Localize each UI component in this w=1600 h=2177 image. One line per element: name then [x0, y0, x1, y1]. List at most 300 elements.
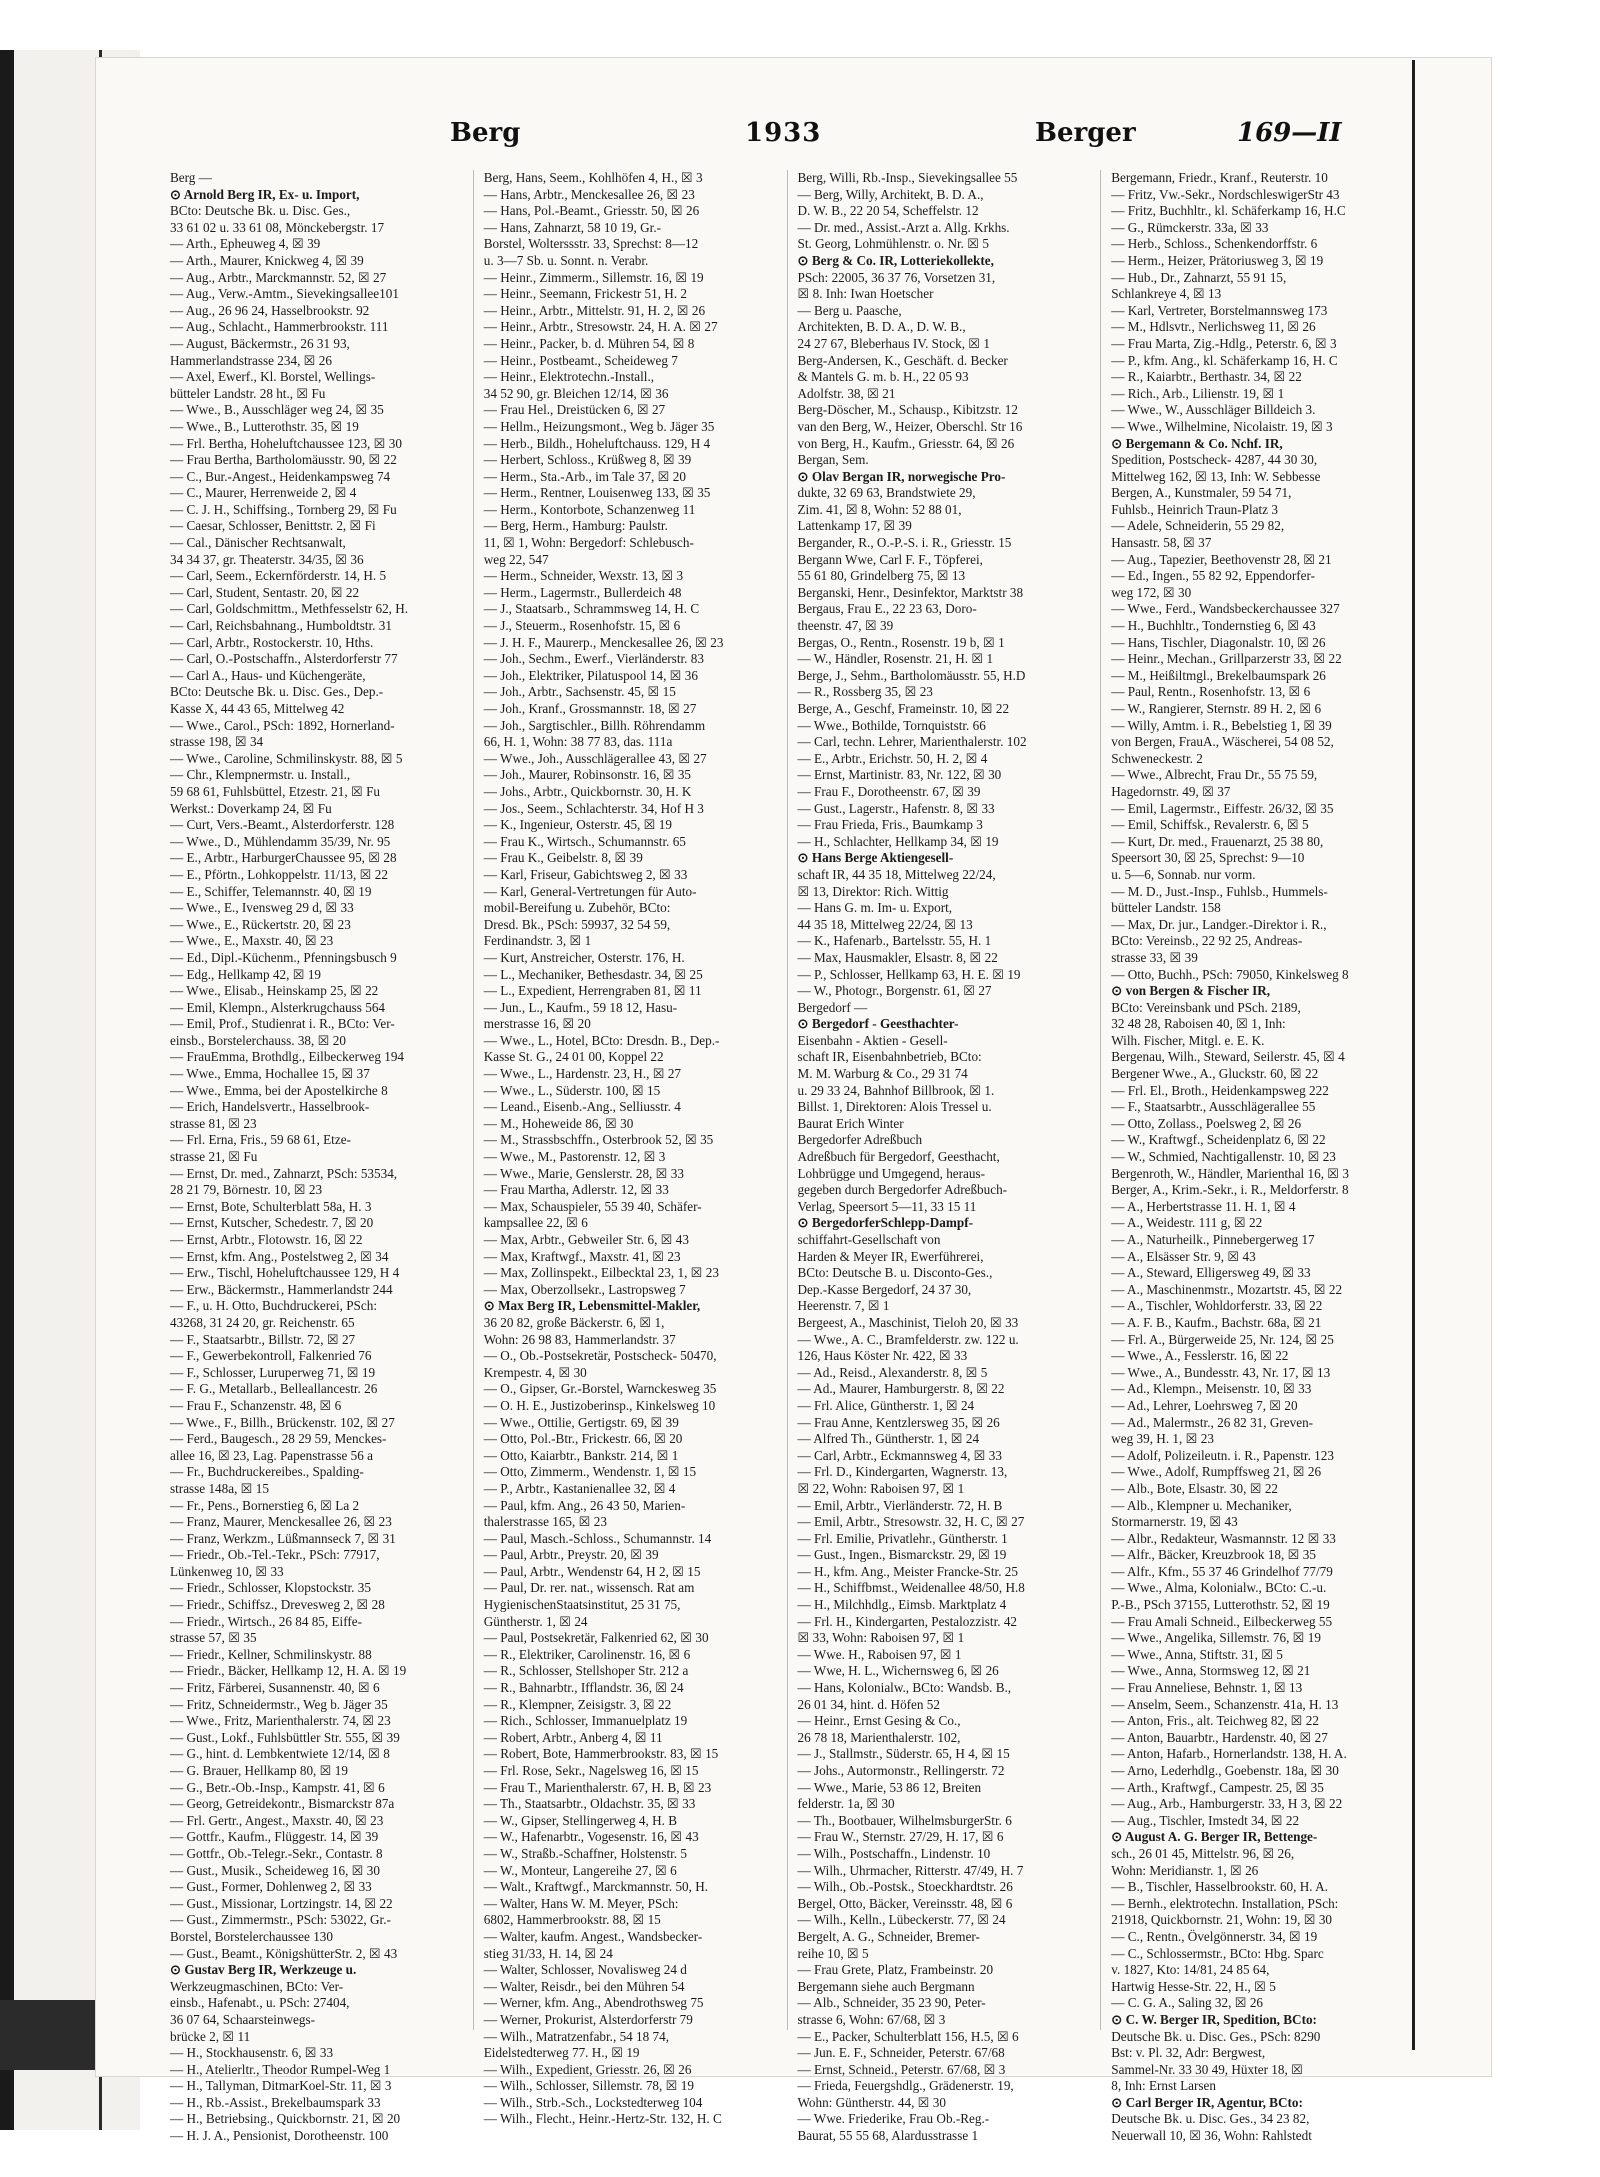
directory-entry: — Wwe., D., Mühlendamm 35/39, Nr. 95: [170, 833, 391, 849]
directory-entry: — Robert, Arbtr., Anberg 4, ☒ 11: [483, 1729, 663, 1745]
directory-entry: — Wwe., Marie, 53 86 12, Breiten: [797, 1779, 982, 1795]
directory-entry: — Axel, Ewerf., Kl. Borstel, Wellings-: [170, 369, 376, 385]
directory-entry: — Wwe., Bothilde, Tornquiststr. 66: [797, 717, 986, 733]
directory-entry: — Berg u. Paasche,: [797, 302, 902, 318]
directory-entry: strasse 148a, ☒ 15: [170, 1480, 269, 1496]
directory-entry: — Wwe., Joh., Ausschlägerallee 43, ☒ 27: [483, 750, 707, 766]
directory-entry: — Wilh., Flecht., Heinr.-Hertz-Str. 132, H. C: [483, 2111, 722, 2127]
directory-entry: — Wwe., Marie, Genslerstr. 28, ☒ 33: [483, 1165, 684, 1181]
directory-entry: M. M. Warburg & Co., 29 31 74: [797, 1066, 968, 1082]
directory-entry: — Frau F., Dorotheenstr. 67, ☒ 39: [797, 783, 981, 799]
directory-entry: Bergedorfer Adreßbuch: [797, 1132, 923, 1148]
directory-entry: — Frl. Gertr., Angest., Maxstr. 40, ☒ 23: [170, 1812, 384, 1828]
directory-entry: — Gust., Lagerstr., Hafenstr. 8, ☒ 33: [797, 800, 995, 816]
directory-entry: P.-B., PSch 37155, Lutterothstr. 52, ☒ 19: [1111, 1597, 1330, 1613]
directory-entry: — R., Klempner, Zeisigstr. 3, ☒ 22: [483, 1696, 672, 1712]
directory-entry: — Gust., Missionar, Lortzingstr. 14, ☒ 22: [170, 1895, 393, 1911]
directory-entry: sch., 26 01 45, Mittelstr. 96, ☒ 26,: [1111, 1845, 1295, 1861]
directory-entry: — Otto, Zollass., Poelsweg 2, ☒ 26: [1111, 1115, 1302, 1131]
header-last-entry: Berger: [1035, 118, 1136, 148]
directory-entry: 6802, Hammerbrookstr. 88, ☒ 15: [483, 1912, 661, 1928]
directory-entry: — F., Staatsarbtr., Billstr. 72, ☒ 27: [170, 1331, 356, 1347]
directory-entry: — Gust., Ingen., Bismarckstr. 29, ☒ 19: [797, 1547, 1007, 1563]
directory-entry: — A., Herbertstrasse 11. H. 1, ☒ 4: [1111, 1198, 1296, 1214]
directory-entry: — Alb., Schneider, 35 23 90, Peter-: [797, 1995, 986, 2011]
directory-entry: — Wwe., E., Rückertstr. 20, ☒ 23: [170, 916, 351, 932]
directory-entry: bütteler Landstr. 28 ht., ☒ Fu: [170, 385, 326, 401]
directory-entry: weg 22, 547: [483, 551, 549, 567]
directory-entry: ⊙ August A. G. Berger IR, Bettenge-: [1111, 1829, 1318, 1845]
directory-entry: — Gust., Zimmermstr., PSch: 53022, Gr.-: [170, 1912, 391, 1928]
directory-entry: — Alfr., Kfm., 55 37 46 Grindelhof 77/79: [1111, 1563, 1333, 1579]
directory-entry: Wohn: 26 98 83, Hammerlandstr. 37: [483, 1331, 676, 1347]
directory-entry: Dep.-Kasse Bergedorf, 24 37 30,: [797, 1281, 972, 1297]
directory-entry: — Wilh., Postschaffn., Lindenstr. 10: [797, 1845, 991, 1861]
directory-entry: — Max, Hausmakler, Elsastr. 8, ☒ 22: [797, 949, 998, 965]
directory-entry: — E., Pförtn., Lohkoppelstr. 11/13, ☒ 22: [170, 866, 388, 882]
directory-entry: Zim. 41, ☒ 8, Wohn: 52 88 01,: [797, 501, 962, 517]
directory-entry: — F., Gewerbekontroll, Falkenried 76: [170, 1348, 372, 1364]
directory-entry: schaft IR, 44 35 18, Mittelweg 22/24,: [797, 866, 996, 882]
directory-entry: — Heinr., Elektrotechn.-Install.,: [483, 369, 655, 385]
directory-entry: Hartwig Hesse-Str. 22, H., ☒ 5: [1111, 1978, 1276, 1994]
directory-entry: St. Georg, Lohmühlenstr. o. Nr. ☒ 5: [797, 236, 989, 252]
directory-entry: — Wwe., M., Pastorenstr. 12, ☒ 3: [483, 1149, 666, 1165]
directory-entry: Adolfstr. 38, ☒ 21: [797, 385, 896, 401]
directory-entry: — Berg, Herm., Hamburg: Paulstr.: [483, 518, 668, 534]
directory-entry: — Kurt, Anstreicher, Osterstr. 176, H.: [483, 949, 685, 965]
directory-entry: — J., Stallmstr., Süderstr. 65, H 4, ☒ 15: [797, 1746, 1010, 1762]
directory-entry: — Arth., Maurer, Knickweg 4, ☒ 39: [170, 252, 364, 268]
directory-entry: Hansastr. 58, ☒ 37: [1111, 535, 1212, 551]
directory-entry: — W., Schmied, Nachtigallenstr. 10, ☒ 23: [1111, 1149, 1336, 1165]
directory-entry: — Wwe., B., Ausschläger weg 24, ☒ 35: [170, 402, 384, 418]
directory-entry: — A., Maschinenmstr., Mozartstr. 45, ☒ 22: [1111, 1281, 1343, 1297]
directory-entry: Spedition, Postscheck- 4287, 44 30 30,: [1111, 452, 1318, 468]
directory-entry: BCto: Deutsche Bk. u. Disc. Ges.,: [170, 203, 351, 219]
directory-entry: dukte, 32 69 63, Brandstwiete 29,: [797, 485, 976, 501]
directory-entry: — Aug., Tischler, Imstedt 34, ☒ 22: [1111, 1812, 1300, 1828]
directory-entry: — Frau Anne, Kentzlersweg 35, ☒ 26: [797, 1414, 1000, 1430]
directory-entry: 21918, Quickbornstr. 21, Wohn: 19, ☒ 30: [1111, 1912, 1333, 1928]
directory-entry: 36 07 64, Schaarsteinwegs-: [170, 2011, 316, 2027]
directory-entry: — Joh., Arbtr., Sachsenstr. 45, ☒ 15: [483, 684, 676, 700]
directory-entry: ⊙ C. W. Berger IR, Spedition, BCto:: [1111, 2011, 1317, 2027]
directory-entry: — M., Strassbschffn., Osterbrook 52, ☒ 35: [483, 1132, 714, 1148]
directory-entry: — K., Hafenarb., Bartelsstr. 55, H. 1: [797, 933, 992, 949]
directory-entry: — Erw., Tischl, Hoheluftchaussee 129, H 4: [170, 1265, 400, 1281]
directory-entry: — Frl. Alice, Güntherstr. 1, ☒ 24: [797, 1397, 975, 1413]
directory-entry: — Wwe., Wilhelmine, Nicolaistr. 19, ☒ 3: [1111, 418, 1333, 434]
directory-entry: — Aug., Verw.-Amtm., Sievekingsallee101: [170, 286, 399, 302]
directory-entry: — Carl, Goldschmittm., Methfesselstr 62, H.: [170, 601, 409, 617]
directory-entry: Berge, J., Sehm., Bartholomäusstr. 55, H.D: [797, 667, 1026, 683]
directory-entry: — Paul, Postsekretär, Falkenried 62, ☒ 30: [483, 1630, 709, 1646]
directory-entry: Bergaus, Frau E., 22 23 63, Doro-: [797, 601, 977, 617]
directory-entry: Bergemann, Friedr., Kranf., Reuterstr. 10: [1111, 170, 1328, 185]
directory-entry: — Aug., 26 96 24, Hasselbrookstr. 92: [170, 302, 370, 318]
directory-entry: — Alfred Th., Güntherstr. 1, ☒ 24: [797, 1431, 980, 1447]
directory-entry: — Frl. El., Broth., Heidenkampsweg 222: [1111, 1082, 1329, 1098]
directory-entry: — C. G. A., Saling 32, ☒ 26: [1111, 1995, 1264, 2011]
directory-entry: Billst. 1, Direktoren: Alois Tressel u.: [797, 1099, 992, 1115]
directory-entry: — Frau Bertha, Bartholomäusstr. 90, ☒ 22: [170, 452, 397, 468]
directory-entry: einsb., Hafenabt., u. PSch: 27404,: [170, 1995, 350, 2011]
directory-entry: — C., Bur.-Angest., Heidenkampsweg 74: [170, 468, 391, 484]
directory-entry: — Wilh., Ob.-Postsk., Stoeckhardtstr. 26: [797, 1879, 1013, 1895]
directory-entry: Berge, A., Geschf, Frameinstr. 10, ☒ 22: [797, 701, 1010, 716]
directory-entry: Neuerwall 10, ☒ 36, Wohn: Rahlstedt: [1111, 2128, 1312, 2144]
directory-entry: — A., Steward, Elligersweg 49, ☒ 33: [1111, 1265, 1311, 1281]
directory-entry: Bergener Wwe., A., Gluckstr. 60, ☒ 22: [1111, 1066, 1319, 1082]
directory-entry: — Gust., Former, Dohlenweg 2, ☒ 33: [170, 1879, 372, 1895]
header-first-entry: Berg: [450, 118, 521, 148]
directory-entry: — P., Schlosser, Hellkamp 63, H. E. ☒ 19: [797, 966, 1021, 982]
directory-entry: — Friedr., Schiffsz., Drevesweg 2, ☒ 28: [170, 1597, 385, 1613]
directory-entry: Eidelstedterweg 77. H., ☒ 19: [483, 2045, 640, 2061]
directory-entry: Bergenau, Wilh., Steward, Seilerstr. 45, ☒ 4: [1111, 1049, 1345, 1065]
directory-entry: — H., Betriebsing., Quickbornstr. 21, ☒ 20: [170, 2111, 401, 2127]
directory-entry: — C., Schlossermstr., BCto: Hbg. Sparc: [1111, 1945, 1324, 1961]
directory-entry: merstrasse 16, ☒ 20: [483, 1016, 591, 1032]
directory-entry: — Paul, Dr. rer. nat., wissensch. Rat am: [483, 1580, 695, 1596]
directory-entry: — Walter, Hans W. M. Meyer, PSch:: [483, 1895, 679, 1911]
directory-entry: — A., Naturheilk., Pinnebergerweg 17: [1111, 1232, 1315, 1247]
directory-entry: — H., Buchhltr., Tondernstieg 6, ☒ 43: [1111, 618, 1316, 634]
directory-entry: — Adolf, Polizeileutn. i. R., Papenstr. 123: [1111, 1447, 1334, 1463]
directory-entry: Lattenkamp 17, ☒ 39: [797, 518, 912, 534]
directory-entry: van den Berg, W., Heizer, Oberschl. Str 16: [797, 418, 1023, 434]
directory-entry: von Bergen, FrauA., Wäscherei, 54 08 52,: [1111, 734, 1334, 750]
directory-entry: — Ernst, Kutscher, Schedestr. 7, ☒ 20: [170, 1215, 374, 1231]
directory-entry: — A., Tischler, Wohldorferstr. 33, ☒ 22: [1111, 1298, 1323, 1314]
directory-entry: Bergann Wwe, Carl F. F., Töpferei,: [797, 551, 983, 567]
directory-entry: HygienischenStaatsinstitut, 25 31 75,: [483, 1597, 681, 1613]
directory-entry: — Max, Schauspieler, 55 39 40, Schäfer-: [483, 1198, 702, 1214]
directory-entry: — W., Kraftwgf., Scheidenplatz 6, ☒ 22: [1111, 1132, 1326, 1148]
directory-entry: — G., Rümckerstr. 33a, ☒ 33: [1111, 219, 1269, 235]
directory-entry: — W., Händler, Rosenstr. 21, H. ☒ 1: [797, 651, 994, 667]
directory-entry: — A., Weidestr. 111 g, ☒ 22: [1111, 1215, 1263, 1231]
directory-entry: — Alb., Bote, Elsastr. 30, ☒ 22: [1111, 1480, 1279, 1496]
directory-entry: — Hans, Zahnarzt, 58 10 19, Gr.-: [483, 219, 662, 235]
directory-entry: Hammerlandstrasse 234, ☒ 26: [170, 352, 332, 368]
directory-entry: ⊙ BergedorferSchlepp-Dampf-: [797, 1215, 973, 1231]
directory-entry: — Herm., Schneider, Wexstr. 13, ☒ 3: [483, 568, 684, 584]
directory-entry: — Frau Anneliese, Behnstr. 1, ☒ 13: [1111, 1680, 1303, 1696]
directory-entry: — Wwe., B., Lutterothstr. 35, ☒ 19: [170, 418, 359, 434]
directory-entry: — Karl, Friseur, Gabichtsweg 2, ☒ 33: [483, 866, 688, 882]
directory-entry: — Arth., Kraftwgf., Campestr. 25, ☒ 35: [1111, 1779, 1324, 1795]
directory-entry: Berg-Andersen, K., Geschäft. d. Becker: [797, 352, 1008, 368]
directory-entry: — Gust., Lokf., Fuhlsbüttler Str. 555, ☒ 39: [170, 1729, 400, 1745]
directory-entry: — Gust., Musik., Scheideweg 16, ☒ 30: [170, 1862, 380, 1878]
directory-entry: — Adele, Schneiderin, 55 29 82,: [1111, 518, 1285, 534]
directory-entry: strasse 6, Wohn: 67/68, ☒ 3: [797, 2011, 946, 2027]
directory-entry: Ferdinandstr. 3, ☒ 1: [483, 933, 592, 949]
directory-entry: — Wwe., Albrecht, Frau Dr., 55 75 59,: [1111, 767, 1318, 783]
directory-entry: — Karl, Vertreter, Borstelmannsweg 173: [1111, 302, 1328, 318]
directory-entry: Deutsche Bk. u. Disc. Ges., 34 23 82,: [1111, 2111, 1310, 2127]
directory-entry: — C., Maurer, Herrenweide 2, ☒ 4: [170, 485, 357, 501]
directory-entry: — E., Arbtr., Erichstr. 50, H. 2, ☒ 4: [797, 750, 988, 766]
directory-entry: — Heinr., Postbeamt., Scheideweg 7: [483, 352, 678, 368]
directory-entry: Borstel, Borstelerchaussee 130: [170, 1928, 333, 1944]
directory-entry: — Wwe., Ottilie, Gertigstr. 69, ☒ 39: [483, 1414, 679, 1430]
directory-entry: — Ernst, Martinistr. 83, Nr. 122, ☒ 30: [797, 767, 1002, 783]
directory-entry: — Walt., Kraftwgf., Marckmannstr. 50, H.: [483, 1879, 709, 1895]
directory-entry: Schlankreye 4, ☒ 13: [1111, 286, 1222, 302]
directory-entry: Berger, A., Krim.-Sekr., i. R., Meldorferstr. 8: [1111, 1182, 1349, 1198]
directory-entry: — M. D., Just.-Insp., Fuhlsb., Hummels-: [1111, 883, 1328, 899]
directory-entry: felderstr. 1a, ☒ 30: [797, 1796, 895, 1812]
directory-entry: Wohn: Meridianstr. 1, ☒ 26: [1111, 1862, 1259, 1878]
directory-entry: — J. H. F., Maurerp., Menckesallee 26, ☒ 23: [483, 634, 724, 650]
directory-entry: — Wwe., A. C., Bramfelderstr. zw. 122 u.: [797, 1331, 1019, 1347]
directory-entry: — Frau Frieda, Fris., Baumkamp 3: [797, 817, 983, 833]
directory-entry: — Frau F., Schanzenstr. 48, ☒ 6: [170, 1397, 342, 1413]
directory-entry: ⊙ Arnold Berg IR, Ex- u. Import,: [170, 186, 360, 202]
directory-entry: v. 1827, Kto: 14/81, 24 85 64,: [1111, 1962, 1270, 1978]
directory-entry: — Wwe., A., Bundesstr. 43, Nr. 17, ☒ 13: [1111, 1364, 1331, 1380]
directory-entry: — W., Hafenarbtr., Vogesenstr. 16, ☒ 43: [483, 1829, 699, 1845]
directory-entry: — Erw., Bäckermstr., Hammerlandstr 244: [170, 1281, 393, 1297]
directory-entry: — Heinr., Seemann, Frickestr 51, H. 2: [483, 286, 688, 302]
directory-entry: — Erich, Handelsvertr., Hasselbrook-: [170, 1099, 370, 1115]
directory-entry: — M., Heißiltmgl., Brekelbaumspark 26: [1111, 667, 1326, 683]
directory-entry: — Hellm., Heizungsmont., Weg b. Jäger 35: [483, 418, 715, 434]
directory-entry: — Herm., Kontorbote, Schanzenweg 11: [483, 501, 696, 517]
directory-entry: Hagedornstr. 49, ☒ 37: [1111, 783, 1231, 799]
directory-entry: strasse 57, ☒ 35: [170, 1630, 257, 1646]
directory-entry: — Anton, Bauarbtr., Hardenstr. 40, ☒ 27: [1111, 1729, 1328, 1745]
directory-entry: 43268, 31 24 20, gr. Reichenstr. 65: [170, 1314, 355, 1330]
directory-entry: — Albr., Redakteur, Wasmannstr. 12 ☒ 33: [1111, 1530, 1336, 1546]
directory-entry: Stormarnerstr. 19, ☒ 43: [1111, 1514, 1238, 1530]
directory-entry: — H., kfm. Ang., Meister Francke-Str. 25: [797, 1563, 1018, 1579]
directory-entry: — Alfr., Bäcker, Kreuzbrook 18, ☒ 35: [1111, 1547, 1316, 1563]
directory-entry: — Robert, Bote, Hammerbrookstr. 83, ☒ 15: [483, 1746, 719, 1762]
directory-entry: ⊙ Hans Berge Aktiengesell-: [797, 850, 954, 866]
directory-entry: — Carl, Arbtr., Rostockerstr. 10, Hths.: [170, 634, 374, 650]
directory-entry: — Wwe., Angelika, Sillemstr. 76, ☒ 19: [1111, 1630, 1321, 1646]
directory-entry: BCto: Vereinsbank und PSch. 2189,: [1111, 999, 1301, 1015]
directory-entry: — Th., Bootbauer, WilhelmsburgerStr. 6: [797, 1812, 1012, 1828]
directory-entry: thalerstrasse 165, ☒ 23: [483, 1514, 607, 1530]
directory-entry: ☒ 33, Wohn: Raboisen 97, ☒ 1: [797, 1630, 965, 1646]
directory-entry: — Paul, Rentn., Rosenhofstr. 13, ☒ 6: [1111, 684, 1311, 700]
directory-entry: u. 29 33 24, Bahnhof Billbrook, ☒ 1.: [797, 1082, 995, 1098]
directory-entry: — Herm., Sta.-Arb., im Tale 37, ☒ 20: [483, 468, 686, 484]
directory-entry: — Heinr., Ernst Gesing & Co.,: [797, 1713, 961, 1729]
directory-entry: Berganski, Henr., Desinfektor, Marktstr 38: [797, 584, 1024, 600]
directory-entry: ⊙ Bergemann & Co. Nchf. IR,: [1111, 435, 1283, 451]
directory-entry: weg 172, ☒ 30: [1111, 584, 1192, 600]
directory-entry: — Max, Zollinspekt., Eilbecktal 23, 1, ☒ 23: [483, 1265, 719, 1281]
directory-entry: — Werner, Prokurist, Alsterdorferstr 79: [483, 2011, 693, 2027]
directory-entry: Güntherstr. 1, ☒ 24: [483, 1613, 588, 1629]
directory-entry: — C., Rentn., Övelgönnerstr. 34, ☒ 19: [1111, 1928, 1318, 1944]
directory-entry: — W., Gipser, Stellingerweg 4, H. B: [483, 1812, 677, 1828]
directory-entry: — Heinr., Arbtr., Stresowstr. 24, H. A. ☒ 27: [483, 319, 718, 335]
directory-entry: — W., Straßb.-Schaffner, Holstenstr. 5: [483, 1845, 687, 1861]
directory-entry: — C. J. H., Schiffsing., Tornberg 29, ☒ Fu: [170, 501, 397, 517]
directory-entry: 59 68 61, Fuhlsbüttel, Etzestr. 21, ☒ Fu: [170, 783, 381, 799]
directory-entry: Eisenbahn - Aktien - Gesell-: [797, 1032, 948, 1048]
directory-entry: — Joh., Sargtischler., Billh. Röhrendamm: [483, 717, 706, 733]
directory-entry: — Heinr., Zimmerm., Sillemstr. 16, ☒ 19: [483, 269, 704, 285]
directory-entry: — Wilh., Uhrmacher, Ritterstr. 47/49, H. 7: [797, 1862, 1024, 1878]
directory-entry: — Joh., Kranf., Grossmannstr. 18, ☒ 27: [483, 701, 697, 716]
directory-entry: Sammel-Nr. 33 30 49, Hüxter 18, ☒: [1111, 2061, 1303, 2077]
directory-entry: Berg-Döscher, M., Schausp., Kibitzstr. 12: [797, 402, 1018, 418]
directory-entry: — Wwe., Emma, Hochallee 15, ☒ 37: [170, 1066, 370, 1082]
directory-entry: Schweneckestr. 2: [1111, 750, 1203, 766]
directory-entry: — Wwe., A., Fesslerstr. 16, ☒ 22: [1111, 1348, 1289, 1364]
directory-entry: — Ed., Dipl.-Küchenm., Pfenningsbusch 9: [170, 949, 397, 965]
directory-entry: — Ernst, Arbtr., Flotowstr. 16, ☒ 22: [170, 1232, 363, 1247]
directory-entry: — Ferd., Baugesch., 28 29 59, Menckes-: [170, 1431, 387, 1447]
directory-entry: — H., Rb.-Assist., Brekelbaumspark 33: [170, 2094, 381, 2110]
directory-entry: 26 01 34, hint. d. Höfen 52: [797, 1696, 940, 1712]
directory-entry: — Herm., Heizer, Prätoriusweg 3, ☒ 19: [1111, 252, 1324, 268]
directory-entry: — Wwe., Alma, Kolonialw., BCto: C.-u.: [1111, 1580, 1327, 1596]
directory-entry: Berg, Hans, Seem., Kohlhöfen 4, H., ☒ 3: [483, 170, 703, 185]
directory-entry: — Ernst, Bote, Schulterblatt 58a, H. 3: [170, 1198, 372, 1214]
directory-entry: — Paul, kfm. Ang., 26 43 50, Marien-: [483, 1497, 686, 1513]
directory-entry: ☒ 8. Inh: Iwan Hoetscher: [797, 286, 934, 302]
directory-entry: — Carl A., Haus- und Küchengeräte,: [170, 667, 366, 683]
directory-entry: — Wwe. Friederike, Frau Ob.-Reg.-: [797, 2111, 990, 2127]
directory-entry: — Wwe, H. L., Wichernsweg 6, ☒ 26: [797, 1663, 999, 1679]
directory-entry: — L., Mechaniker, Bethesdastr. 34, ☒ 25: [483, 966, 703, 982]
directory-entry: — B., Tischler, Hasselbrookstr. 60, H. A.: [1111, 1879, 1328, 1895]
directory-entry: — Carl, techn. Lehrer, Marienthalerstr. 102: [797, 734, 1027, 750]
directory-entry: 66, H. 1, Wohn: 38 77 83, das. 111a: [483, 734, 673, 750]
directory-entry: — Ad., Malermstr., 26 82 31, Greven-: [1111, 1414, 1314, 1430]
directory-entry: — Caesar, Schlosser, Benittstr. 2, ☒ Fi: [170, 518, 376, 534]
directory-column-2: [483, 170, 788, 2127]
directory-entry: — R., Bahnarbtr., Ifflandstr. 36, ☒ 24: [483, 1680, 684, 1696]
directory-entry: stieg 31/33, H. 14, ☒ 24: [483, 1945, 613, 1961]
directory-entry: — O. H. E., Justizoberinsp., Kinkelsweg 10: [483, 1397, 716, 1413]
directory-entry: — Ad., Klempn., Meisenstr. 10, ☒ 33: [1111, 1381, 1312, 1397]
directory-entry: — F., u. H. Otto, Buchdruckerei, PSch:: [170, 1298, 377, 1314]
directory-entry: — Frau Marta, Zig.-Hdlg., Peterstr. 6, ☒ 3: [1111, 335, 1337, 351]
directory-entry: — Aug., Schlacht., Hammerbrookstr. 111: [170, 319, 389, 335]
directory-entry: Borstel, Wolterssstr. 33, Sprechst: 8—12: [483, 236, 699, 252]
directory-entry: — Hans, Kolonialw., BCto: Wandsb. B.,: [797, 1680, 1012, 1696]
directory-entry: — H., Schiffbmst., Weidenallee 48/50, H.8: [797, 1580, 1025, 1596]
directory-entry: Architekten, B. D. A., D. W. B.,: [797, 319, 966, 335]
directory-entry: — Frau Hel., Dreistücken 6, ☒ 27: [483, 402, 666, 418]
directory-entry: — Wwe., Anna, Stormsweg 12, ☒ 21: [1111, 1663, 1311, 1679]
directory-entry: — Wilh., Expedient, Griesstr. 26, ☒ 26: [483, 2061, 692, 2077]
directory-entry: Bergel, Otto, Bäcker, Vereinsstr. 48, ☒ 6: [797, 1895, 1013, 1911]
directory-entry: — Jun. E. F., Schneider, Peterstr. 67/68: [797, 2045, 1005, 2061]
directory-entry: — Emil, Lagermstr., Eiffestr. 26/32, ☒ 35: [1111, 800, 1334, 816]
directory-entry: — W., Photogr., Borgenstr. 61, ☒ 27: [797, 983, 992, 999]
directory-entry: — L., Expedient, Herrengraben 81, ☒ 11: [483, 983, 702, 999]
directory-entry: — Herbert, Schloss., Krüßweg 8, ☒ 39: [483, 452, 692, 468]
directory-entry: — Aug., Tapezier, Beethovenstr 28, ☒ 21: [1111, 551, 1332, 567]
directory-entry: — Ernst, Schneid., Peterstr. 67/68, ☒ 3: [797, 2061, 1006, 2077]
directory-entry: 44 35 18, Mittelweg 22/24, ☒ 13: [797, 916, 973, 932]
directory-entry: — H. J. A., Pensionist, Dorotheenstr. 100: [170, 2128, 389, 2144]
directory-entry: — Frau K., Wirtsch., Schumannstr. 65: [483, 833, 686, 849]
directory-entry: — Frau K., Geibelstr. 8, ☒ 39: [483, 850, 643, 866]
directory-entry: — Rich., Arb., Lilienstr. 19, ☒ 1: [1111, 385, 1285, 401]
directory-entry: — Herm., Rentner, Louisenweg 133, ☒ 35: [483, 485, 711, 501]
directory-column-4: [1111, 170, 1410, 2144]
directory-entry: — Jun., L., Kaufm., 59 18 12, Hasu-: [483, 999, 678, 1015]
directory-entry: — J., Steuerm., Rosenhofstr. 15, ☒ 6: [483, 618, 681, 634]
page-number: 169—II: [1237, 118, 1342, 148]
directory-entry: 8, Inh: Ernst Larsen: [1111, 2078, 1216, 2094]
directory-entry: — R., Elektriker, Carolinenstr. 16, ☒ 6: [483, 1646, 691, 1662]
directory-entry: mobil-Bereifung u. Zubehör, BCto:: [483, 900, 671, 916]
directory-entry: — Friedr., Bäcker, Hellkamp 12, H. A. ☒ 19: [170, 1663, 407, 1679]
directory-entry: — Ed., Ingen., 55 82 92, Eppendorfer-: [1111, 568, 1315, 584]
directory-entry: Werkst.: Doverkamp 24, ☒ Fu: [170, 800, 332, 816]
directory-entry: 126, Haus Köster Nr. 422, ☒ 33: [797, 1348, 968, 1364]
directory-entry: — Frl. Rose, Sekr., Nagelsweg 16, ☒ 15: [483, 1763, 699, 1778]
directory-entry: — Berg, Willy, Architekt, B. D. A.,: [797, 186, 984, 202]
directory-entry: — Hans, Tischler, Diagonalstr. 10, ☒ 26: [1111, 634, 1326, 650]
directory-entry: Harden & Meyer IR, Ewerführerei,: [797, 1248, 984, 1264]
directory-entry: — Cal., Dänischer Rechtsanwalt,: [170, 535, 346, 551]
directory-entry: — Wwe., Anna, Stiftstr. 31, ☒ 5: [1111, 1646, 1283, 1662]
directory-entry: Bergemann siehe auch Bergmann: [797, 1978, 975, 1994]
directory-entry: allee 16, ☒ 23, Lag. Papenstrasse 56 a: [170, 1447, 373, 1463]
directory-entry: — Otto, Pol.-Btr., Frickestr. 66, ☒ 20: [483, 1431, 683, 1447]
directory-entry: — R., Kaiarbtr., Berthastr. 34, ☒ 22: [1111, 369, 1302, 385]
directory-entry: — G., hint. d. Lembkentwiete 12/14, ☒ 8: [170, 1746, 390, 1762]
directory-entry: — Emil, Prof., Studienrat i. R., BCto: Ver-: [170, 1016, 395, 1032]
directory-entry: Lohbrügge und Umgegend, heraus-: [797, 1165, 986, 1181]
directory-entry: — H., Atelierltr., Theodor Rumpel-Weg 1: [170, 2061, 391, 2077]
directory-entry: — Ad., Lehrer, Loehrsweg 7, ☒ 20: [1111, 1397, 1298, 1413]
directory-entry: Bergenroth, W., Händler, Marienthal 16, ☒ 3: [1111, 1165, 1350, 1181]
directory-entry: 36 20 82, große Bäckerstr. 6, ☒ 1,: [483, 1314, 665, 1330]
directory-entry: — Fritz, Buchhltr., kl. Schäferkamp 16, H.C: [1111, 203, 1346, 219]
directory-entry: ⊙ von Bergen & Fischer IR,: [1111, 983, 1271, 999]
directory-entry: — Wwe., L., Süderstr. 100, ☒ 15: [483, 1082, 661, 1098]
directory-entry: — Paul, Arbtr., Wendenstr 64, H 2, ☒ 15: [483, 1563, 701, 1579]
directory-entry: Speersort 30, ☒ 25, Sprechst: 9—10: [1111, 850, 1305, 866]
directory-entry: — Frl. Emilie, Privatlehr., Güntherstr. 1: [797, 1530, 1008, 1546]
directory-entry: — Frau Martha, Adlerstr. 12, ☒ 33: [483, 1182, 669, 1198]
directory-entry: — W., Monteur, Langereihe 27, ☒ 6: [483, 1862, 677, 1878]
directory-entry: — E., Schiffer, Telemannstr. 40, ☒ 19: [170, 883, 372, 899]
directory-entry: — Herm., Lagermstr., Bullerdeich 48: [483, 584, 682, 600]
directory-entry: weg 39, H. 1, ☒ 23: [1111, 1431, 1214, 1447]
directory-entry: ⊙ Max Berg IR, Lebensmittel-Makler,: [483, 1298, 701, 1314]
directory-entry: — Edg., Hellkamp 42, ☒ 19: [170, 966, 322, 982]
directory-entry: — E., Packer, Schulterblatt 156, H.5, ☒ 6: [797, 2028, 1019, 2044]
directory-entry: — Frieda, Feuergshdlg., Grädenerstr. 19,: [797, 2078, 1014, 2094]
directory-entry: — Gottfr., Kaufm., Flüggestr. 14, ☒ 39: [170, 1829, 379, 1845]
directory-entry: — Walter, Reisdr., bei den Mühren 54: [483, 1978, 685, 1994]
directory-entry: 11, ☒ 1, Wohn: Bergedorf: Schlebusch-: [483, 535, 694, 551]
directory-entry: ⊙ Carl Berger IR, Agentur, BCto:: [1111, 2094, 1303, 2110]
directory-entry: — H., Tallyman, DitmarKoel-Str. 11, ☒ 3: [170, 2078, 392, 2094]
directory-entry: — Otto, Buchh., PSch: 79050, Kinkelsweg 8: [1111, 966, 1349, 982]
directory-entry: strasse 21, ☒ Fu: [170, 1149, 258, 1165]
directory-entry: Wilh. Fischer, Mitgl. e. E. K.: [1111, 1032, 1265, 1048]
directory-entry: — O., Gipser, Gr.-Borstel, Warnckesweg 35: [483, 1381, 717, 1397]
directory-entry: Bergas, O., Rentn., Rosenstr. 19 b, ☒ 1: [797, 634, 1005, 650]
